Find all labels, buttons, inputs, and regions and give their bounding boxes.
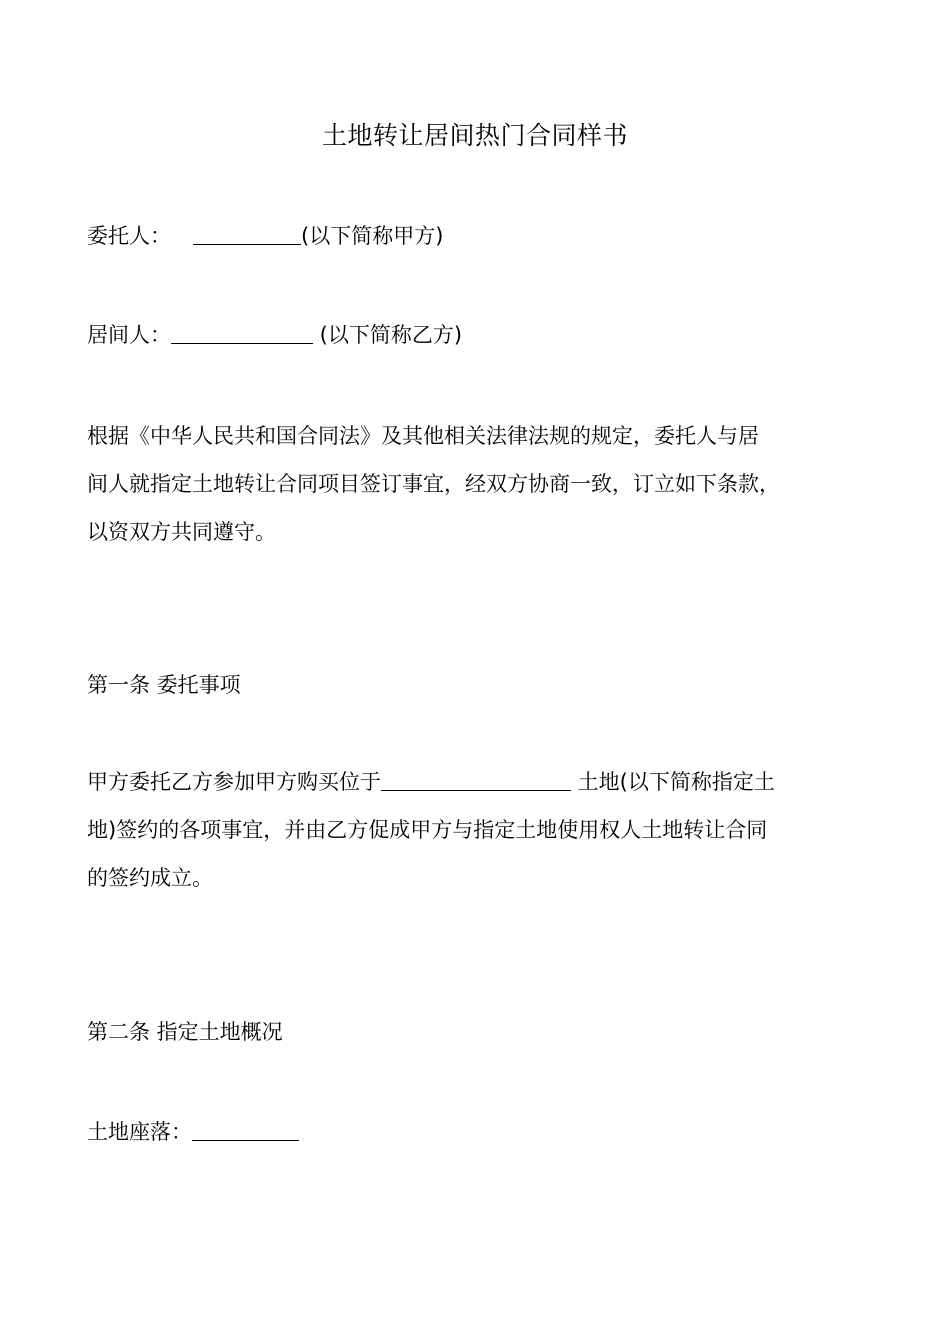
principal-label: 委托人： xyxy=(87,224,171,248)
land-site-blank[interactable] xyxy=(192,1119,299,1141)
intermediary-blank[interactable] xyxy=(171,322,313,344)
land-location-label: 土地座落： xyxy=(87,1120,192,1144)
article1-line-1-suffix: 土地(以下简称指定土 xyxy=(571,770,775,794)
preamble-line-3: 以资双方共同遵守。 xyxy=(87,520,276,544)
land-location-line xyxy=(87,1118,887,1146)
document-title: 土地转让居间热门合同样书 xyxy=(321,121,628,150)
preamble-line-2: 间人就指定土地转让合同项目签订事宜，经双方协商一致，订立如下条款， xyxy=(87,472,780,496)
article2-heading: 第二条 指定土地概况 xyxy=(87,1020,283,1044)
article1-line-2: 地)签约的各项事宜，并由乙方促成甲方与指定土地使用权人土地转让合同 xyxy=(87,818,768,842)
land-location-blank[interactable] xyxy=(381,769,571,791)
intermediary-line xyxy=(87,321,887,349)
preamble-line-1: 根据《中华人民共和国合同法》及其他相关法律法规的规定，委托人与居 xyxy=(87,424,759,448)
intermediary-suffix: (以下简称乙方) xyxy=(313,323,463,347)
principal-suffix: (以下简称甲方) xyxy=(301,224,444,248)
intermediary-label: 居间人： xyxy=(87,323,171,347)
article1-line-1 xyxy=(87,758,877,806)
principal-blank[interactable] xyxy=(193,223,301,245)
article1-heading: 第一条 委托事项 xyxy=(87,673,241,697)
article1-line-3: 的签约成立。 xyxy=(87,866,213,890)
principal-line xyxy=(87,222,887,250)
preamble-paragraph xyxy=(87,412,877,556)
article1-line-1-prefix: 甲方委托乙方参加甲方购买位于 xyxy=(87,770,381,794)
article1-paragraph xyxy=(87,758,877,902)
